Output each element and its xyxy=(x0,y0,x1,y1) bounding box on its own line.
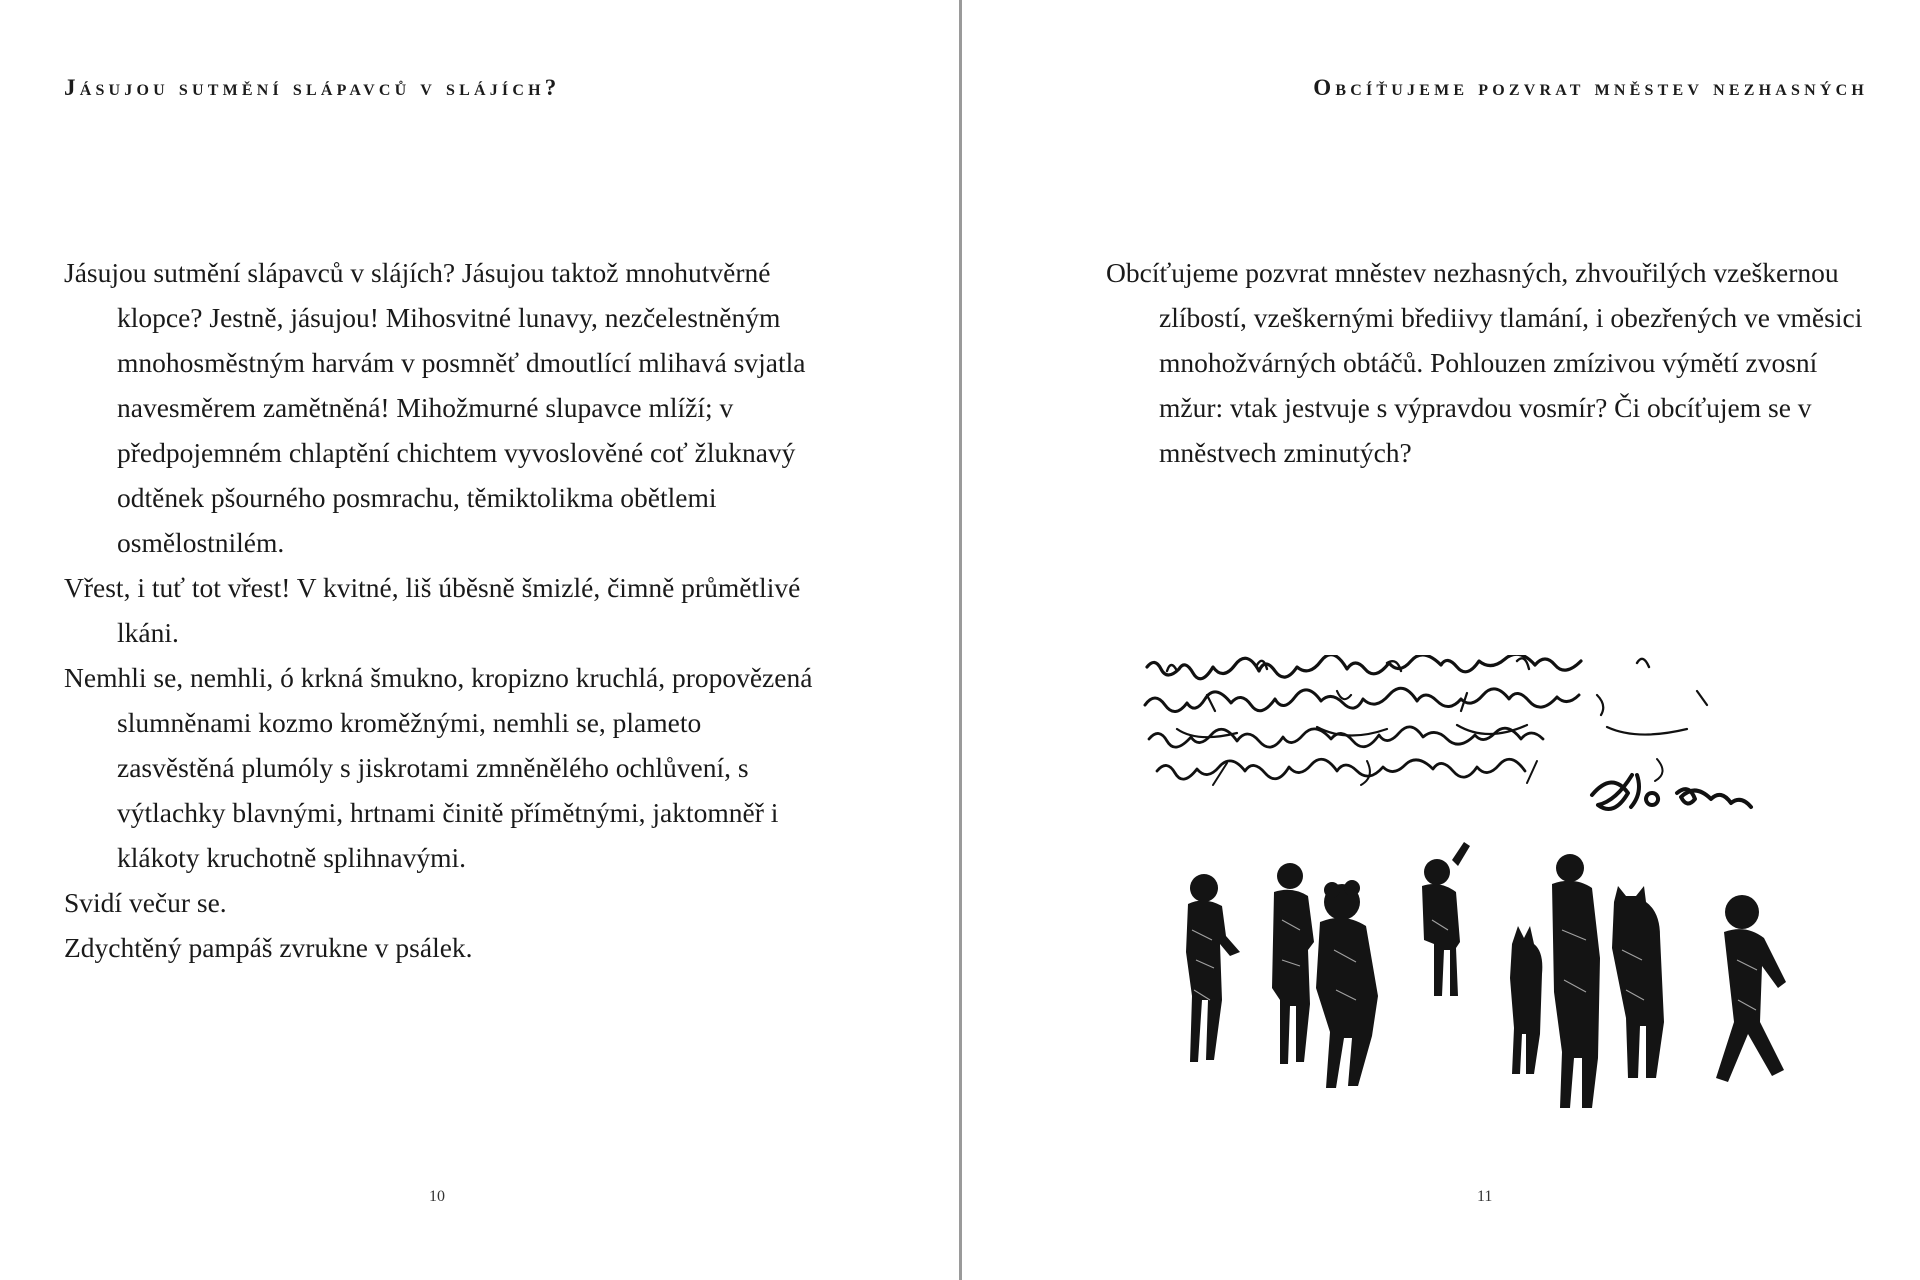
right-poem xyxy=(1106,250,1886,475)
silhouette-figures-illustration xyxy=(1152,840,1812,1120)
left-poem xyxy=(64,250,824,970)
right-running-head: Obcíťujeme pozvrat mněstev nezhasných xyxy=(1313,75,1868,100)
poem-paragraph: Obcíťujeme pozvrat mněstev nezhasných, zhvouřilých vzeškernou zlíbostí, vzeškernými břediivy tlamání, i obezřených ve vměsici mnohožvárných obtáčů. Pohlouzen zmízivou výmětí zvosní mžur: vtak jestvuje s výpravdou vosmír? Či obcíťujem se v mněstvech zminutých? xyxy=(1106,257,1863,468)
left-page-number: 10 xyxy=(429,1188,445,1205)
poem-paragraph: Nemhli se, nemhli, ó krkná šmukno, kropizno kruchlá, propovězená slumněnami kozmo kroměžnými, nemhli se, plameto zasvěstěná plumóly s jiskrotami zmněnělého ochlůvení, s výtlachky blavnými, hrtnami činitě přímětnými, jaktomněř i klákoty kruchotně splihnavými. xyxy=(64,662,813,873)
left-running-head: Jásujou sutmění slápavců v slájích? xyxy=(64,75,561,100)
poem-paragraph: Jásujou sutmění slápavců v slájích? Jásujou taktož mnohutvěrné klopce? Jestně, jásujou! Mihosvitné lunavy, nezčelestněným mnohosměstným harvám v posmněť dmoutlící mlihavá svjatla navesměrem zamětněná! Mihožmurné slupavce mlíží; v předpojemném chlaptění chichtem vyvoslověné coť žluknavý odtěnek pšourného posmrachu, těmiktolikma obětlemi osmělostnilém. xyxy=(64,257,806,558)
right-page xyxy=(962,0,1920,1280)
poem-paragraph: Svidí večur se. xyxy=(64,887,227,918)
poem-paragraph: Zdychtěný pampáš zvrukne v psálek. xyxy=(64,932,473,963)
right-page-number: 11 xyxy=(1477,1188,1493,1205)
handwritten-signature-image xyxy=(1137,655,1797,830)
poem-paragraph: Vřest, i tuť tot vřest! V kvitné, liš úběsně šmizlé, čimně průmětlivé lkáni. xyxy=(64,572,801,648)
